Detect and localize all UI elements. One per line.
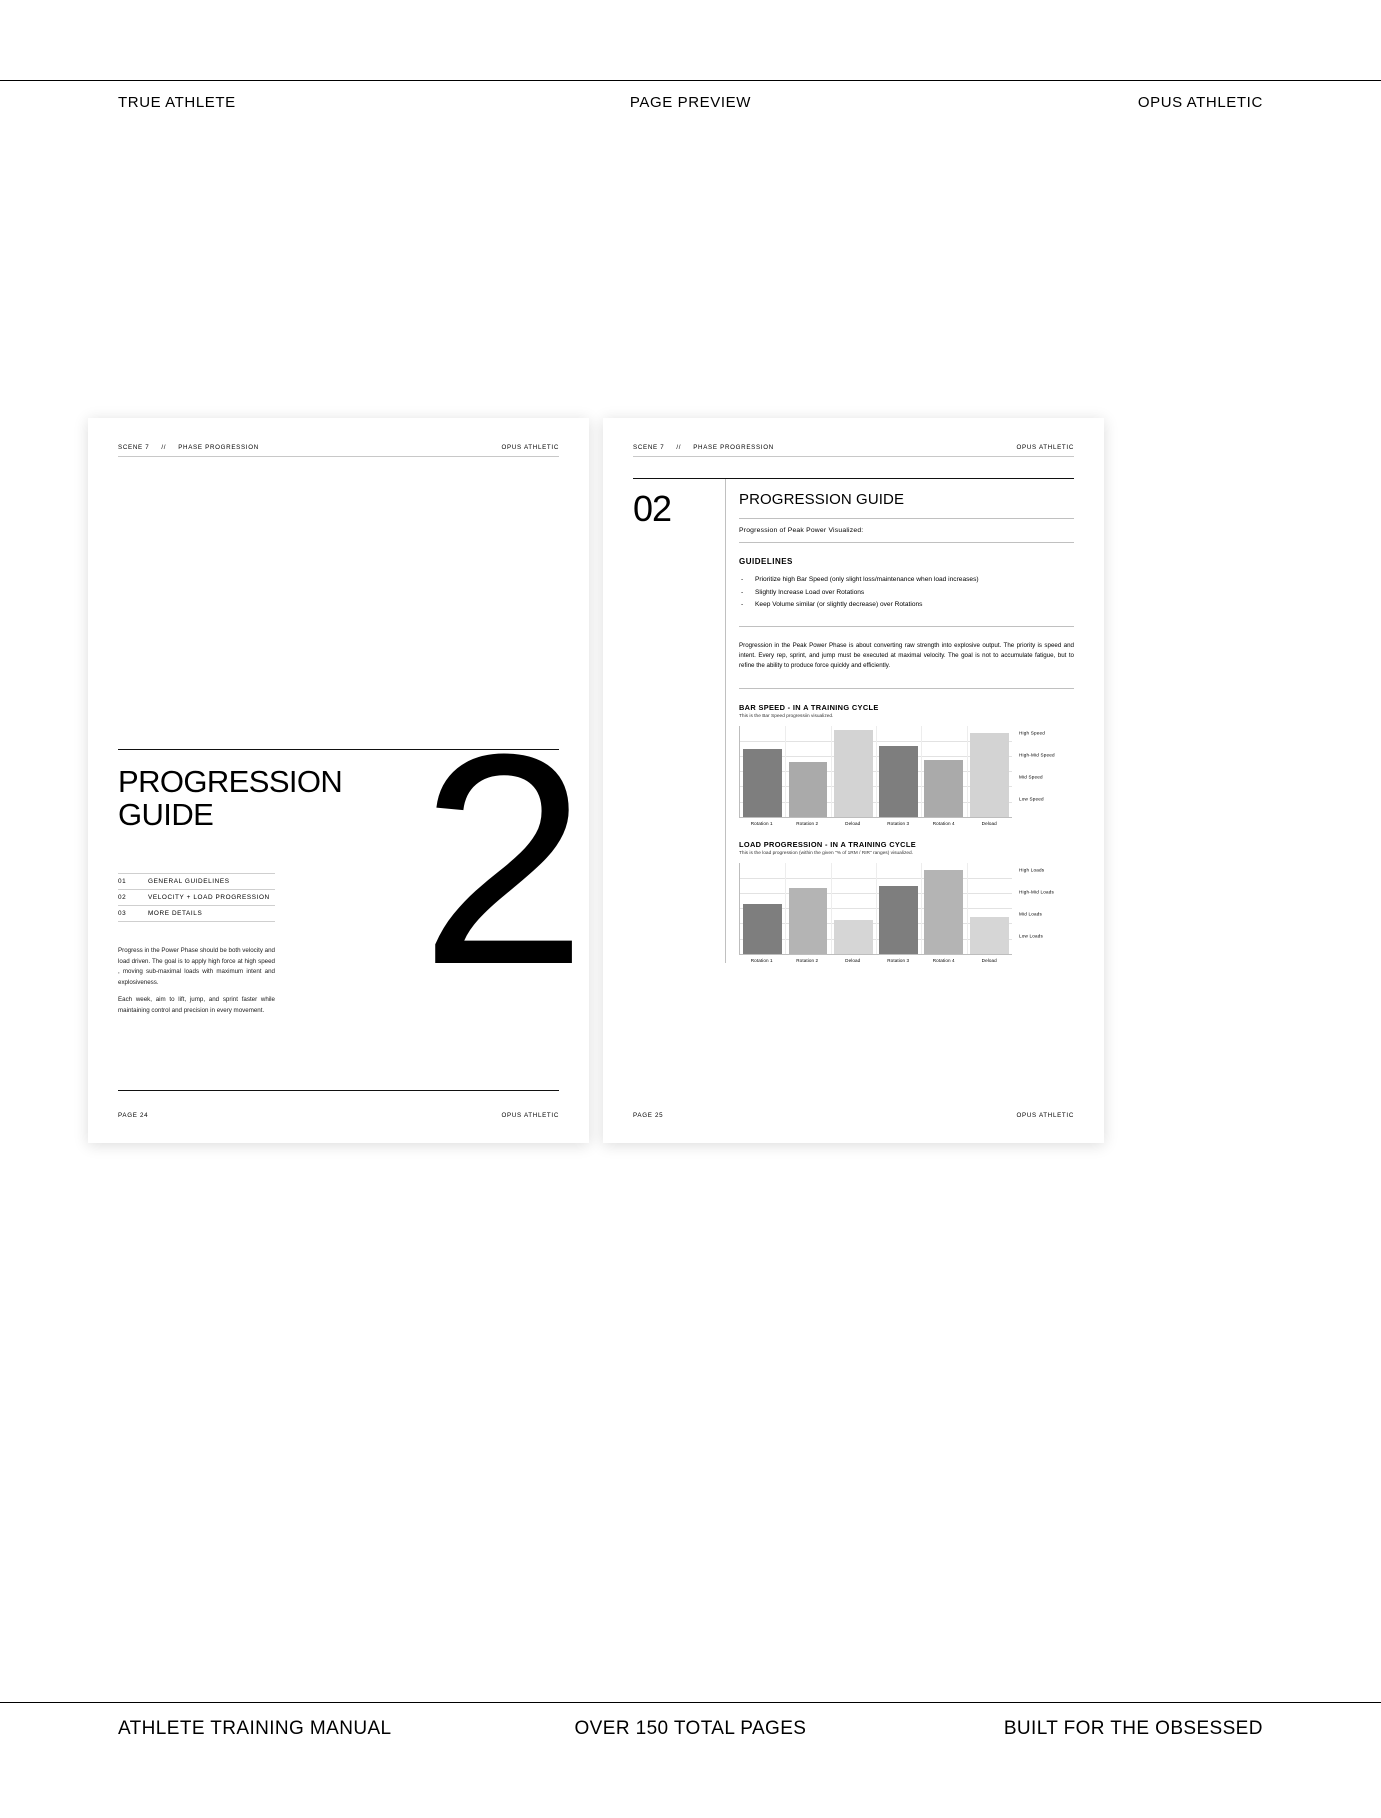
bar <box>970 733 1009 817</box>
load-progression-chart-block <box>739 826 1074 963</box>
bar-group <box>740 863 1012 954</box>
bar-slot <box>785 863 830 954</box>
bar-slot <box>967 863 1012 954</box>
chart-subtitle: This is the load progression (within the given "% of 1RM / RIR" ranges) visualized. <box>739 850 914 856</box>
list-item[interactable] <box>118 890 275 906</box>
page-subtitle: Progression of Peak Power Visualized: <box>739 519 1074 543</box>
load-progression-x-axis-labels <box>739 958 1074 963</box>
chart-plot-area <box>739 863 1074 955</box>
chart-plot-area <box>739 726 1074 818</box>
list-item: - Prioritize high Bar Speed (only slight loss/maintenance when load increases) <box>739 574 1074 587</box>
y-axis-tick-label: High Speed <box>1019 730 1046 736</box>
toc-number: 03 <box>118 910 127 917</box>
bar <box>743 904 782 954</box>
body-paragraph: Progression in the Peak Power Phase is about converting raw strength into explosive output. The priority is speed and intent. Every rep, sprint, and jump must be executed at maximal velocity. The goal is not to accumulate fatigue, but to refine the ability to produce force quickly and efficiently. <box>739 627 1074 689</box>
bar <box>879 746 918 817</box>
right-header-section: PHASE PROGRESSION <box>693 444 774 451</box>
list-item: - Keep Volume similar (or slightly decrease) over Rotations <box>739 599 1074 612</box>
bar <box>834 920 873 954</box>
y-axis-tick-label: Mid Speed <box>1019 774 1043 780</box>
bar-slot <box>740 863 785 954</box>
bottom-divider <box>0 1702 1381 1703</box>
bar <box>789 762 828 817</box>
left-page-header <box>118 444 559 457</box>
right-page-header <box>633 444 1074 457</box>
left-cover-big-number: 2 <box>420 691 579 1027</box>
bar-slot <box>740 726 785 817</box>
x-axis-tick-label: Rotation 2 <box>796 820 819 826</box>
y-axis-tick-label: High Loads <box>1019 867 1045 873</box>
left-cover-paragraph-1: Progress in the Power Phase should be both velocity and load driven. The goal is to apply high force at high speed , moving sub-maximal loads with maximum intent and explosiveness. <box>118 947 275 986</box>
bar-slot <box>876 726 921 817</box>
toc-number: 01 <box>118 878 127 885</box>
left-page-sheet <box>88 418 589 1143</box>
left-header-brand: OPUS ATHLETIC <box>501 444 559 451</box>
list-item[interactable] <box>118 906 275 922</box>
x-axis-tick-label: Deload <box>981 820 997 826</box>
x-axis-tick-label: Rotation 2 <box>796 957 819 963</box>
left-cover-bottom-rule <box>118 1090 559 1091</box>
right-footer-brand: OPUS ATHLETIC <box>1016 1112 1074 1119</box>
x-axis-tick-label: Rotation 1 <box>750 820 773 826</box>
bottom-right-label: BUILT FOR THE OBSESSED <box>1003 1718 1263 1739</box>
section-number: 02 <box>633 488 672 529</box>
bar <box>834 730 873 816</box>
x-axis-tick-label: Deload <box>845 820 861 826</box>
bar-speed-plot <box>739 726 1012 818</box>
y-axis-tick-label: High-Mid Loads <box>1019 889 1054 895</box>
guidelines-list <box>739 574 1074 627</box>
bar-slot <box>921 726 966 817</box>
bar-speed-chart-block <box>739 689 1074 826</box>
x-axis-tick-label: Rotation 3 <box>887 820 910 826</box>
list-item[interactable] <box>118 873 275 890</box>
top-center-label: PAGE PREVIEW <box>629 94 751 111</box>
bar <box>924 760 963 817</box>
right-footer-page: PAGE 25 <box>633 1112 664 1119</box>
x-axis-tick-label: Rotation 1 <box>750 957 773 963</box>
table-of-contents <box>118 873 275 922</box>
left-header-scene: SCENE 7 <box>118 444 150 451</box>
y-axis-tick-label: Low Speed <box>1019 796 1044 802</box>
chart-subtitle: This is the Bar Speed progressiin visualized. <box>739 713 834 719</box>
right-page-sheet <box>603 418 1104 1143</box>
toc-label: VELOCITY + LOAD PROGRESSION <box>148 894 270 901</box>
bar <box>743 749 782 817</box>
bar-slot <box>785 726 830 817</box>
bar-slot <box>921 863 966 954</box>
top-left-label: TRUE ATHLETE <box>118 94 236 111</box>
left-header-section: PHASE PROGRESSION <box>178 444 259 451</box>
bottom-left-label: ATHLETE TRAINING MANUAL <box>118 1718 392 1739</box>
left-header-separator: // <box>161 444 167 451</box>
bar-slot <box>831 726 876 817</box>
bar <box>879 886 918 954</box>
y-axis-tick-label: Mid Loads <box>1019 911 1042 917</box>
left-cover-paragraph-2: Each week, aim to lift, jump, and sprint faster while maintaining control and precision in every movement. <box>118 996 275 1014</box>
right-header-separator: // <box>676 444 682 451</box>
list-item: - Slightly Increase Load over Rotations <box>739 587 1074 600</box>
x-axis-tick-label: Rotation 3 <box>887 957 910 963</box>
right-header-scene: SCENE 7 <box>633 444 665 451</box>
chart-title: LOAD PROGRESSION - IN A TRAINING CYCLE <box>739 839 916 849</box>
right-content-grid <box>633 478 1074 963</box>
right-page-content <box>633 478 1074 1083</box>
top-right-label: OPUS ATHLETIC <box>1137 94 1263 111</box>
left-page-footer <box>118 1112 559 1119</box>
bar <box>970 917 1009 953</box>
x-axis-tick-label: Deload <box>845 957 861 963</box>
load-progression-y-axis-labels <box>1012 863 1074 955</box>
left-cover-title-line2: GUIDE <box>118 796 214 832</box>
guidelines-heading: GUIDELINES <box>739 557 793 566</box>
bar-slot <box>831 863 876 954</box>
toc-number: 02 <box>118 894 127 901</box>
right-page-footer <box>633 1112 1074 1119</box>
right-main-column <box>725 479 1074 963</box>
bar-slot <box>967 726 1012 817</box>
chart-title: BAR SPEED - IN A TRAINING CYCLE <box>739 702 879 712</box>
left-cover-title <box>118 766 342 832</box>
toc-label: MORE DETAILS <box>148 910 203 917</box>
top-label-row <box>0 94 1381 111</box>
bottom-center-label: OVER 150 TOTAL PAGES <box>574 1718 807 1739</box>
load-progression-plot <box>739 863 1012 955</box>
bar-speed-y-axis-labels <box>1012 726 1074 818</box>
bar-slot <box>876 863 921 954</box>
left-footer-page: PAGE 24 <box>118 1112 149 1119</box>
bar <box>924 870 963 954</box>
page-title: PROGRESSION GUIDE <box>739 479 1074 519</box>
x-axis-tick-label: Rotation 4 <box>932 957 955 963</box>
bar-group <box>740 726 1012 817</box>
right-header-brand: OPUS ATHLETIC <box>1016 444 1074 451</box>
left-footer-brand: OPUS ATHLETIC <box>501 1112 559 1119</box>
left-cover-title-line1: PROGRESSION <box>118 764 343 799</box>
top-divider <box>0 80 1381 81</box>
bar <box>789 888 828 954</box>
x-axis-tick-label: Deload <box>981 957 997 963</box>
page-spread <box>88 418 1104 1143</box>
bottom-label-row <box>0 1718 1381 1740</box>
y-axis-tick-label: High-Mid Speed <box>1019 752 1055 758</box>
toc-label: GENERAL GUIDELINES <box>148 878 230 885</box>
x-axis-tick-label: Rotation 4 <box>932 820 955 826</box>
y-axis-tick-label: Low Loads <box>1019 933 1044 939</box>
